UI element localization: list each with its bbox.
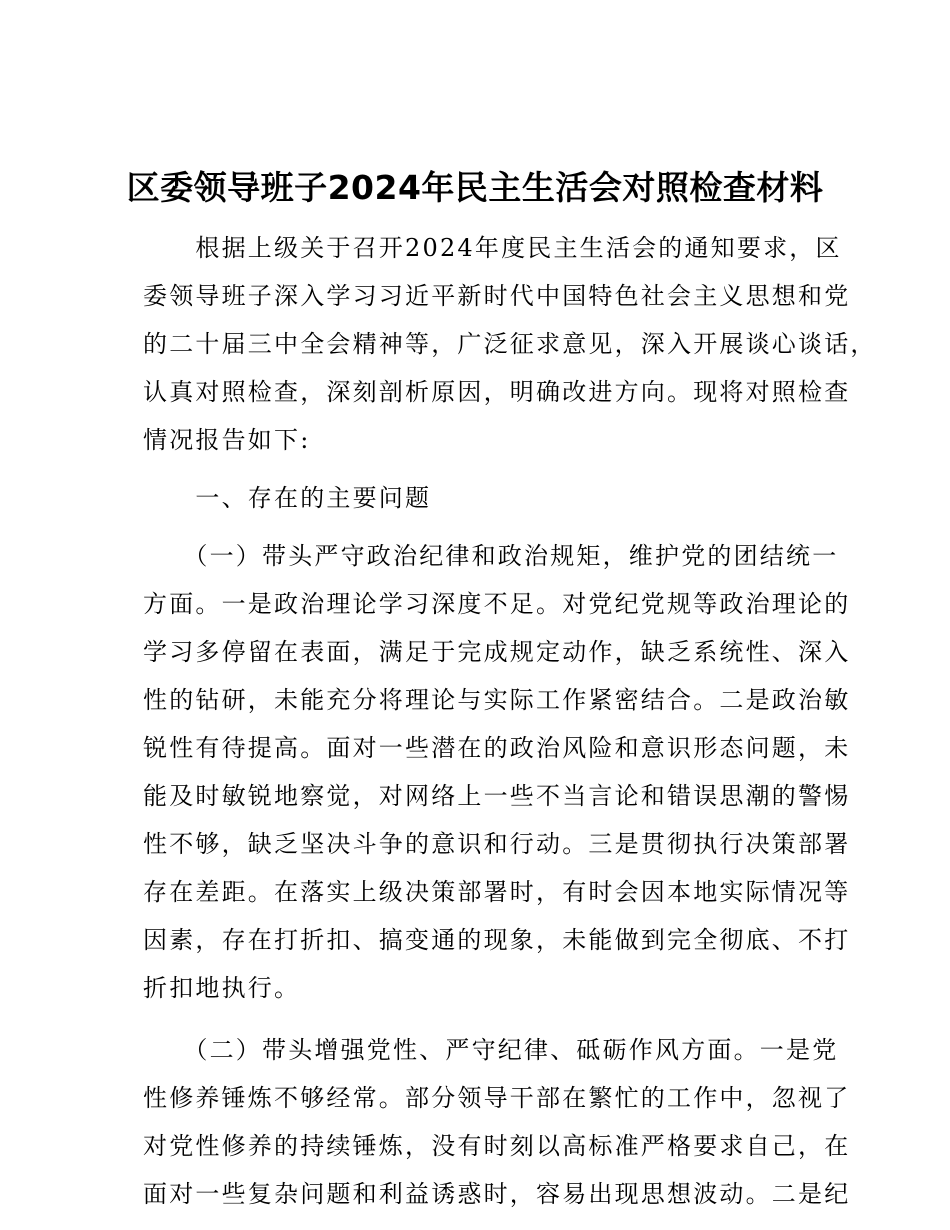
paragraph-2-line-3: 对党性修养的持续锤炼，没有时刻以高标准严格要求自己，在 (143, 1132, 851, 1160)
paragraph-intro-line-1: 根据上级关于召开2024年度民主生活会的通知要求，区 (143, 234, 842, 262)
paragraph-intro-line-3: 的二十届三中全会精神等，广泛征求意见，深入开展谈心谈话， (143, 330, 877, 358)
paragraph-1-line-3: 学习多停留在表面，满足于完成规定动作，缺乏系统性、深入 (143, 638, 851, 666)
paragraph-1-line-2: 方面。一是政治理论学习深度不足。对党纪党规等政治理论的 (143, 590, 851, 618)
section-heading: 一、存在的主要问题 (143, 484, 432, 512)
document-body (143, 224, 877, 1218)
paragraph-intro-line-2: 委领导班子深入学习习近平新时代中国特色社会主义思想和党 (143, 282, 851, 310)
paragraph-gap (143, 522, 813, 532)
paragraph-intro-line-4: 认真对照检查，深刻剖析原因，明确改进方向。现将对照检查 (143, 378, 851, 406)
paragraph-gap (143, 1012, 813, 1026)
paragraph-1-line-7: 性不够，缺乏坚决斗争的意识和行动。三是贯彻执行决策部署 (143, 830, 851, 858)
document-title: 区委领导班子2024年民主生活会对照检查材料 (126, 168, 824, 207)
paragraph-1-line-8: 存在差距。在落实上级决策部署时，有时会因本地实际情况等 (143, 878, 851, 906)
paragraph-1-line-4: 性的钻研，未能充分将理论与实际工作紧密结合。二是政治敏 (143, 686, 851, 714)
paragraph-1-line-9: 因素，存在打折扣、搞变通的现象，未能做到完全彻底、不打 (143, 926, 851, 954)
paragraph-1-line-5: 锐性有待提高。面对一些潜在的政治风险和意识形态问题，未 (143, 734, 851, 762)
paragraph-2-line-4: 面对一些复杂问题和利益诱惑时，容易出现思想波动。二是纪 (143, 1180, 851, 1208)
paragraph-gap (143, 464, 813, 474)
paragraph-intro-line-5: 情况报告如下: (143, 426, 311, 454)
paragraph-1-line-1: （一）带头严守政治纪律和政治规矩，维护党的团结统一 (143, 542, 839, 570)
paragraph-2-line-2: 性修养锤炼不够经常。部分领导干部在繁忙的工作中，忽视了 (143, 1084, 851, 1112)
paragraph-1-line-10: 折扣地执行。 (143, 974, 301, 1002)
paragraph-2-line-1: （二）带头增强党性、严守纪律、砥砺作风方面。一是党 (143, 1036, 839, 1064)
paragraph-1-line-6: 能及时敏锐地察觉，对网络上一些不当言论和错误思潮的警惕 (143, 782, 851, 810)
